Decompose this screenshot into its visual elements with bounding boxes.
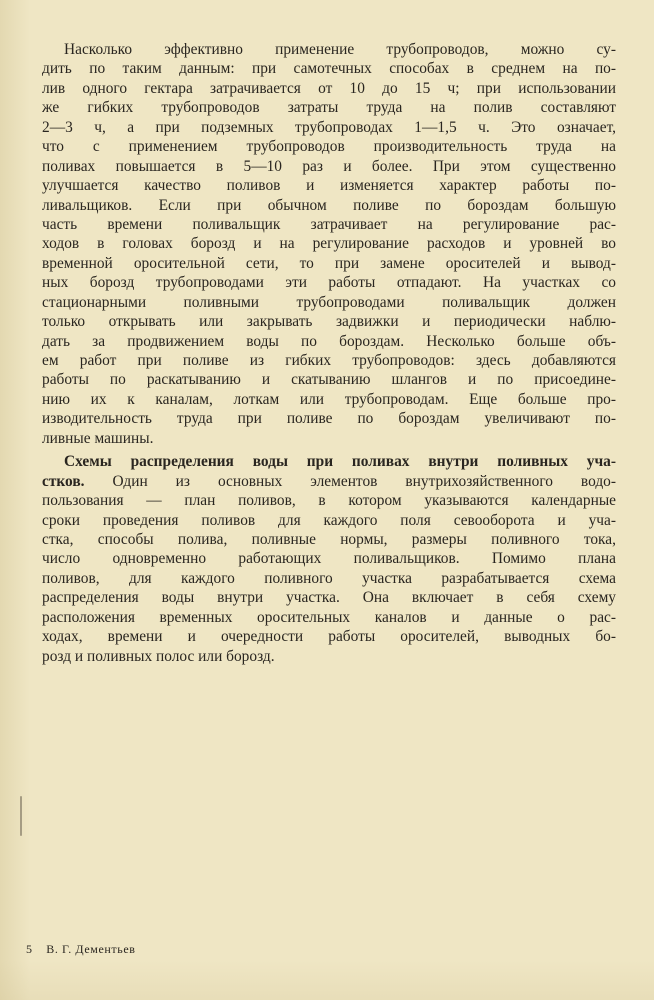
text-line: сроки проведения поливов для каждого поля севооборота и уча- — [42, 511, 616, 529]
text-line: же гибких трубопроводов затраты труда на полив составляют — [42, 99, 616, 117]
text-line: Насколько эффективно применение трубопроводов, можно су- — [64, 41, 616, 58]
text-line: работы по раскатыванию и скатыванию шлангов и по присоедине- — [42, 371, 616, 389]
section-heading: Схемы распределения воды при поливах внутри поливных уча- — [64, 453, 616, 471]
text-line: распределения воды внутри участка. Она включает в себя схему — [42, 589, 616, 607]
text-line: только открывать или закрывать задвижки и периодически наблю- — [42, 313, 616, 331]
text-line: дить по таким данным: при самотечных способах в среднем на по- — [42, 60, 616, 78]
text-line — [42, 472, 616, 491]
text-line: стационарными поливными трубопроводами поливальщик должен — [42, 293, 616, 311]
text-line: временной оросительной сети, то при замене оросителей и вывод- — [42, 254, 616, 272]
text-line: ливные машины. — [42, 429, 154, 447]
text-line: стка, способы полива, поливные нормы, размеры поливного тока, — [42, 530, 616, 548]
text-line: ходах, времени и очередности работы оросителей, выводных бо- — [42, 628, 616, 646]
text-line: ных борозд трубопроводами эти работы отпадают. На участках со — [42, 274, 616, 292]
text-line: улучшается качество поливов и изменяется характер работы по- — [42, 177, 616, 195]
text-line: изводительность труда при поливе по бороздам увеличивают по- — [42, 410, 616, 428]
text-line: дать за продвижением воды по бороздам. Несколько больше объ- — [42, 332, 616, 350]
paragraph-1 — [42, 40, 616, 448]
text-line: поливов, для каждого поливного участка разрабатывается схема — [42, 569, 616, 587]
text-line: розд и поливных полос или борозд. — [42, 647, 275, 665]
text-line: ходов в головах борозд и на регулирование расходов и уровней во — [42, 235, 616, 253]
author-name: В. Г. Дементьев — [46, 942, 136, 956]
signature-mark: 5 — [26, 942, 33, 956]
page-footer — [26, 942, 136, 957]
margin-pencil-mark — [20, 796, 22, 836]
section-heading-end: стков. — [42, 472, 85, 490]
text-line: что с применением трубопроводов производительность труда на — [42, 138, 616, 156]
text-line: часть времени поливальщик затрачивает на регулирование рас- — [42, 215, 616, 233]
text-line: нию их к каналам, лоткам или трубопроводам. Еще больше про- — [42, 390, 616, 408]
text-line: поливах повышается в 5—10 раз и более. При этом существенно — [42, 157, 616, 175]
text-line: число одновременно работающих поливальщиков. Помимо плана — [42, 550, 616, 568]
text-line: ем работ при поливе из гибких трубопроводов: здесь добавляются — [42, 352, 616, 369]
text-line: 2—3 ч, а при подземных трубопроводах 1—1,5 ч. Это означает, — [42, 118, 616, 136]
body-text — [42, 40, 616, 666]
text-line: расположения временных оросительных каналов и данные о рас- — [42, 608, 616, 626]
text-line: ливальщиков. Если при обычном поливе по бороздам большую — [42, 196, 616, 214]
paragraph-2 — [42, 452, 616, 666]
text-line: лив одного гектара затрачивается от 10 до 15 ч; при использовании — [42, 79, 616, 97]
text-line: пользования — план поливов, в котором указываются календарные — [42, 492, 616, 510]
text-run: Один из основных элементов внутрихозяйственного водо- — [84, 472, 616, 490]
